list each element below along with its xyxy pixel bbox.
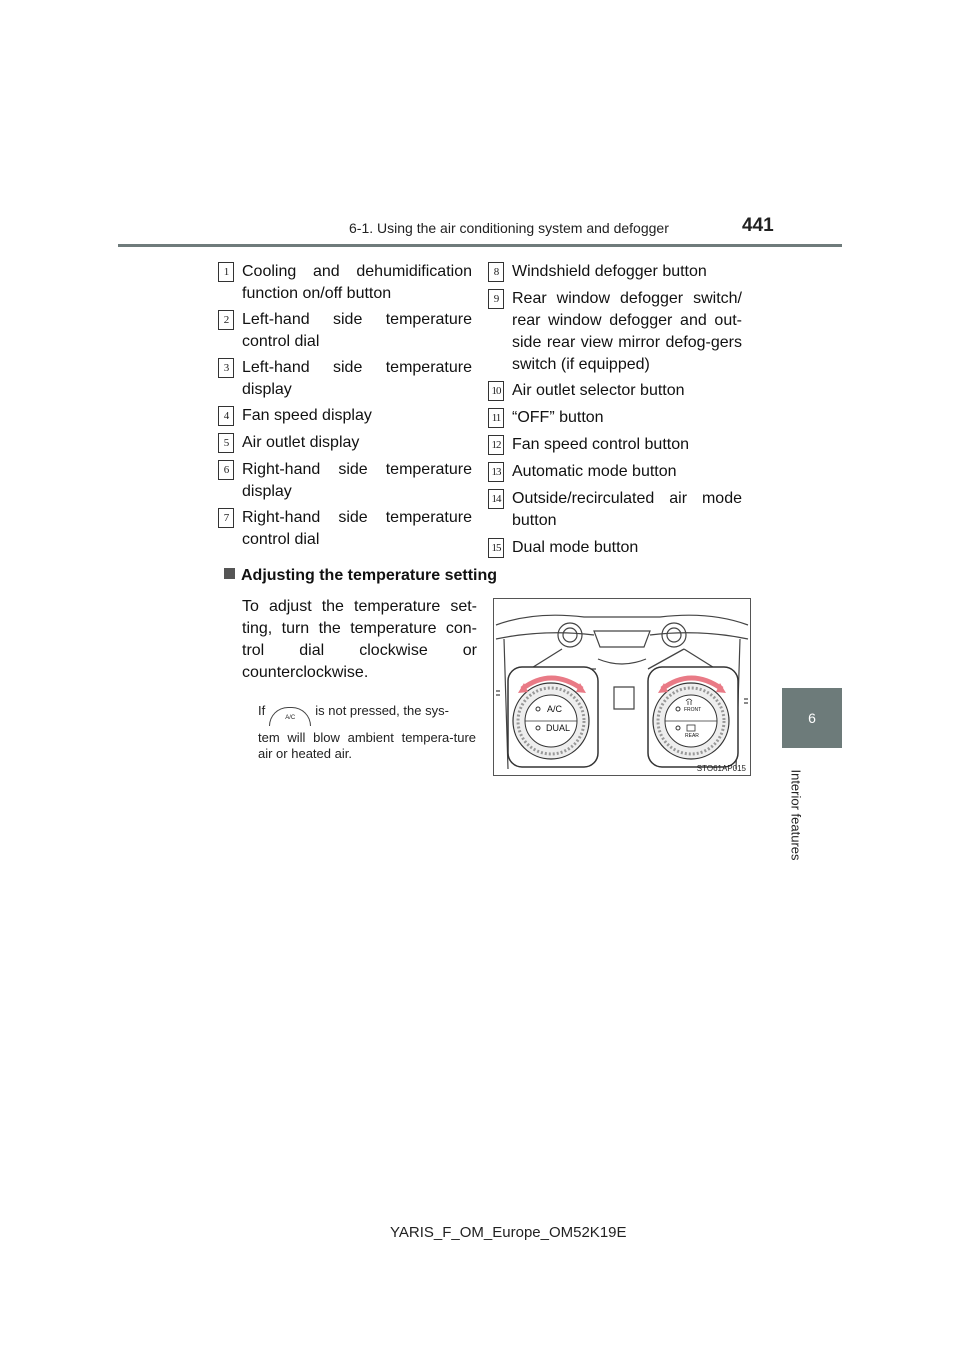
- list-item: [218, 261, 472, 305]
- list-item-text: Automatic mode button: [512, 463, 677, 480]
- figure-code: STO61AP015: [696, 764, 746, 773]
- list-item: [218, 507, 472, 551]
- callout-number: 1: [218, 262, 234, 282]
- dial-label-rear: REAR: [685, 733, 699, 739]
- list-item-text: Rear window defogger switch/ rear window defogger and out-side rear view mirror defog-gers switch (if equipped): [512, 290, 742, 373]
- list-item-text: Right-hand side temperature display: [242, 461, 472, 500]
- header-divider: [118, 244, 842, 247]
- right-temperature-dial: [648, 667, 738, 767]
- list-item: [218, 459, 472, 503]
- list-item-text: Air outlet display: [242, 434, 360, 451]
- callout-number: 6: [218, 460, 234, 480]
- note-suffix: is not pressed, the sys-: [315, 703, 449, 718]
- list-item: [488, 537, 742, 559]
- callout-number: 14: [488, 489, 504, 509]
- climate-dial-illustration: [493, 598, 751, 776]
- list-item-text: “OFF” button: [512, 409, 604, 426]
- legend-list-right: [488, 261, 742, 559]
- section-body: To adjust the temperature set-ting, turn the temperature con-trol dial clockwise or counterclockwise.: [242, 598, 477, 681]
- list-item-text: Dual mode button: [512, 539, 639, 556]
- list-item-text: Fan speed display: [242, 407, 372, 424]
- ac-button-icon: [269, 707, 311, 726]
- callout-number: 7: [218, 508, 234, 528]
- note-prefix: If: [258, 703, 266, 718]
- callout-number: 8: [488, 262, 504, 282]
- document-footer: YARIS_F_OM_Europe_OM52K19E: [390, 1224, 627, 1241]
- vent-knobs: [558, 623, 686, 647]
- callout-number: 12: [488, 435, 504, 455]
- page-number: 441: [742, 215, 774, 236]
- callout-number: 15: [488, 538, 504, 558]
- callout-lines: [530, 649, 716, 669]
- list-item: [488, 434, 742, 456]
- callout-number: 11: [488, 408, 504, 428]
- chapter-tab: 6: [782, 688, 842, 748]
- legend-list-left: [218, 261, 472, 551]
- list-item-text: Right-hand side temperature control dial: [242, 509, 472, 548]
- list-item: [218, 405, 472, 427]
- callout-number: 4: [218, 406, 234, 426]
- ac-button-label: A/C: [285, 715, 296, 721]
- section-heading-text: Adjusting the temperature setting: [241, 567, 498, 584]
- square-bullet-icon: [224, 568, 235, 579]
- note-line-1: [258, 703, 476, 726]
- list-item: [488, 461, 742, 483]
- callout-number: 9: [488, 289, 504, 309]
- list-item-text: Left-hand side temperature control dial: [242, 311, 472, 350]
- section-heading: [224, 567, 497, 585]
- chapter-label: [782, 760, 810, 870]
- list-item-text: Outside/recirculated air mode button: [512, 490, 742, 529]
- list-item-text: Cooling and dehumidification function on/off button: [242, 263, 472, 302]
- callout-number: 5: [218, 433, 234, 453]
- list-item-text: Left-hand side temperature display: [242, 359, 472, 398]
- callout-number: 2: [218, 310, 234, 330]
- dashboard-drawing: [494, 599, 750, 775]
- dial-label-dual: DUAL: [546, 723, 571, 733]
- callout-number: 10: [488, 381, 504, 401]
- list-item: [488, 407, 742, 429]
- list-item: [488, 261, 742, 283]
- left-temperature-dial: [508, 667, 598, 767]
- list-item: [218, 309, 472, 353]
- section-title: 6-1. Using the air conditioning system and defogger: [349, 220, 669, 236]
- note-line-2: tem will blow ambient tempera-ture air or heated air.: [258, 730, 476, 761]
- list-item: [488, 488, 742, 532]
- callout-number: 3: [218, 358, 234, 378]
- list-item-text: Air outlet selector button: [512, 382, 685, 399]
- list-item: [218, 432, 472, 454]
- list-item-text: Fan speed control button: [512, 436, 690, 453]
- list-item-text: Windshield defogger button: [512, 263, 707, 280]
- dial-label-front: FRONT: [684, 707, 702, 713]
- dial-label-ac: A/C: [547, 704, 563, 714]
- list-item: [488, 380, 742, 402]
- callout-number: 13: [488, 462, 504, 482]
- list-item: [488, 288, 742, 376]
- list-item: [218, 357, 472, 401]
- chapter-label-text: Interior features: [788, 769, 804, 861]
